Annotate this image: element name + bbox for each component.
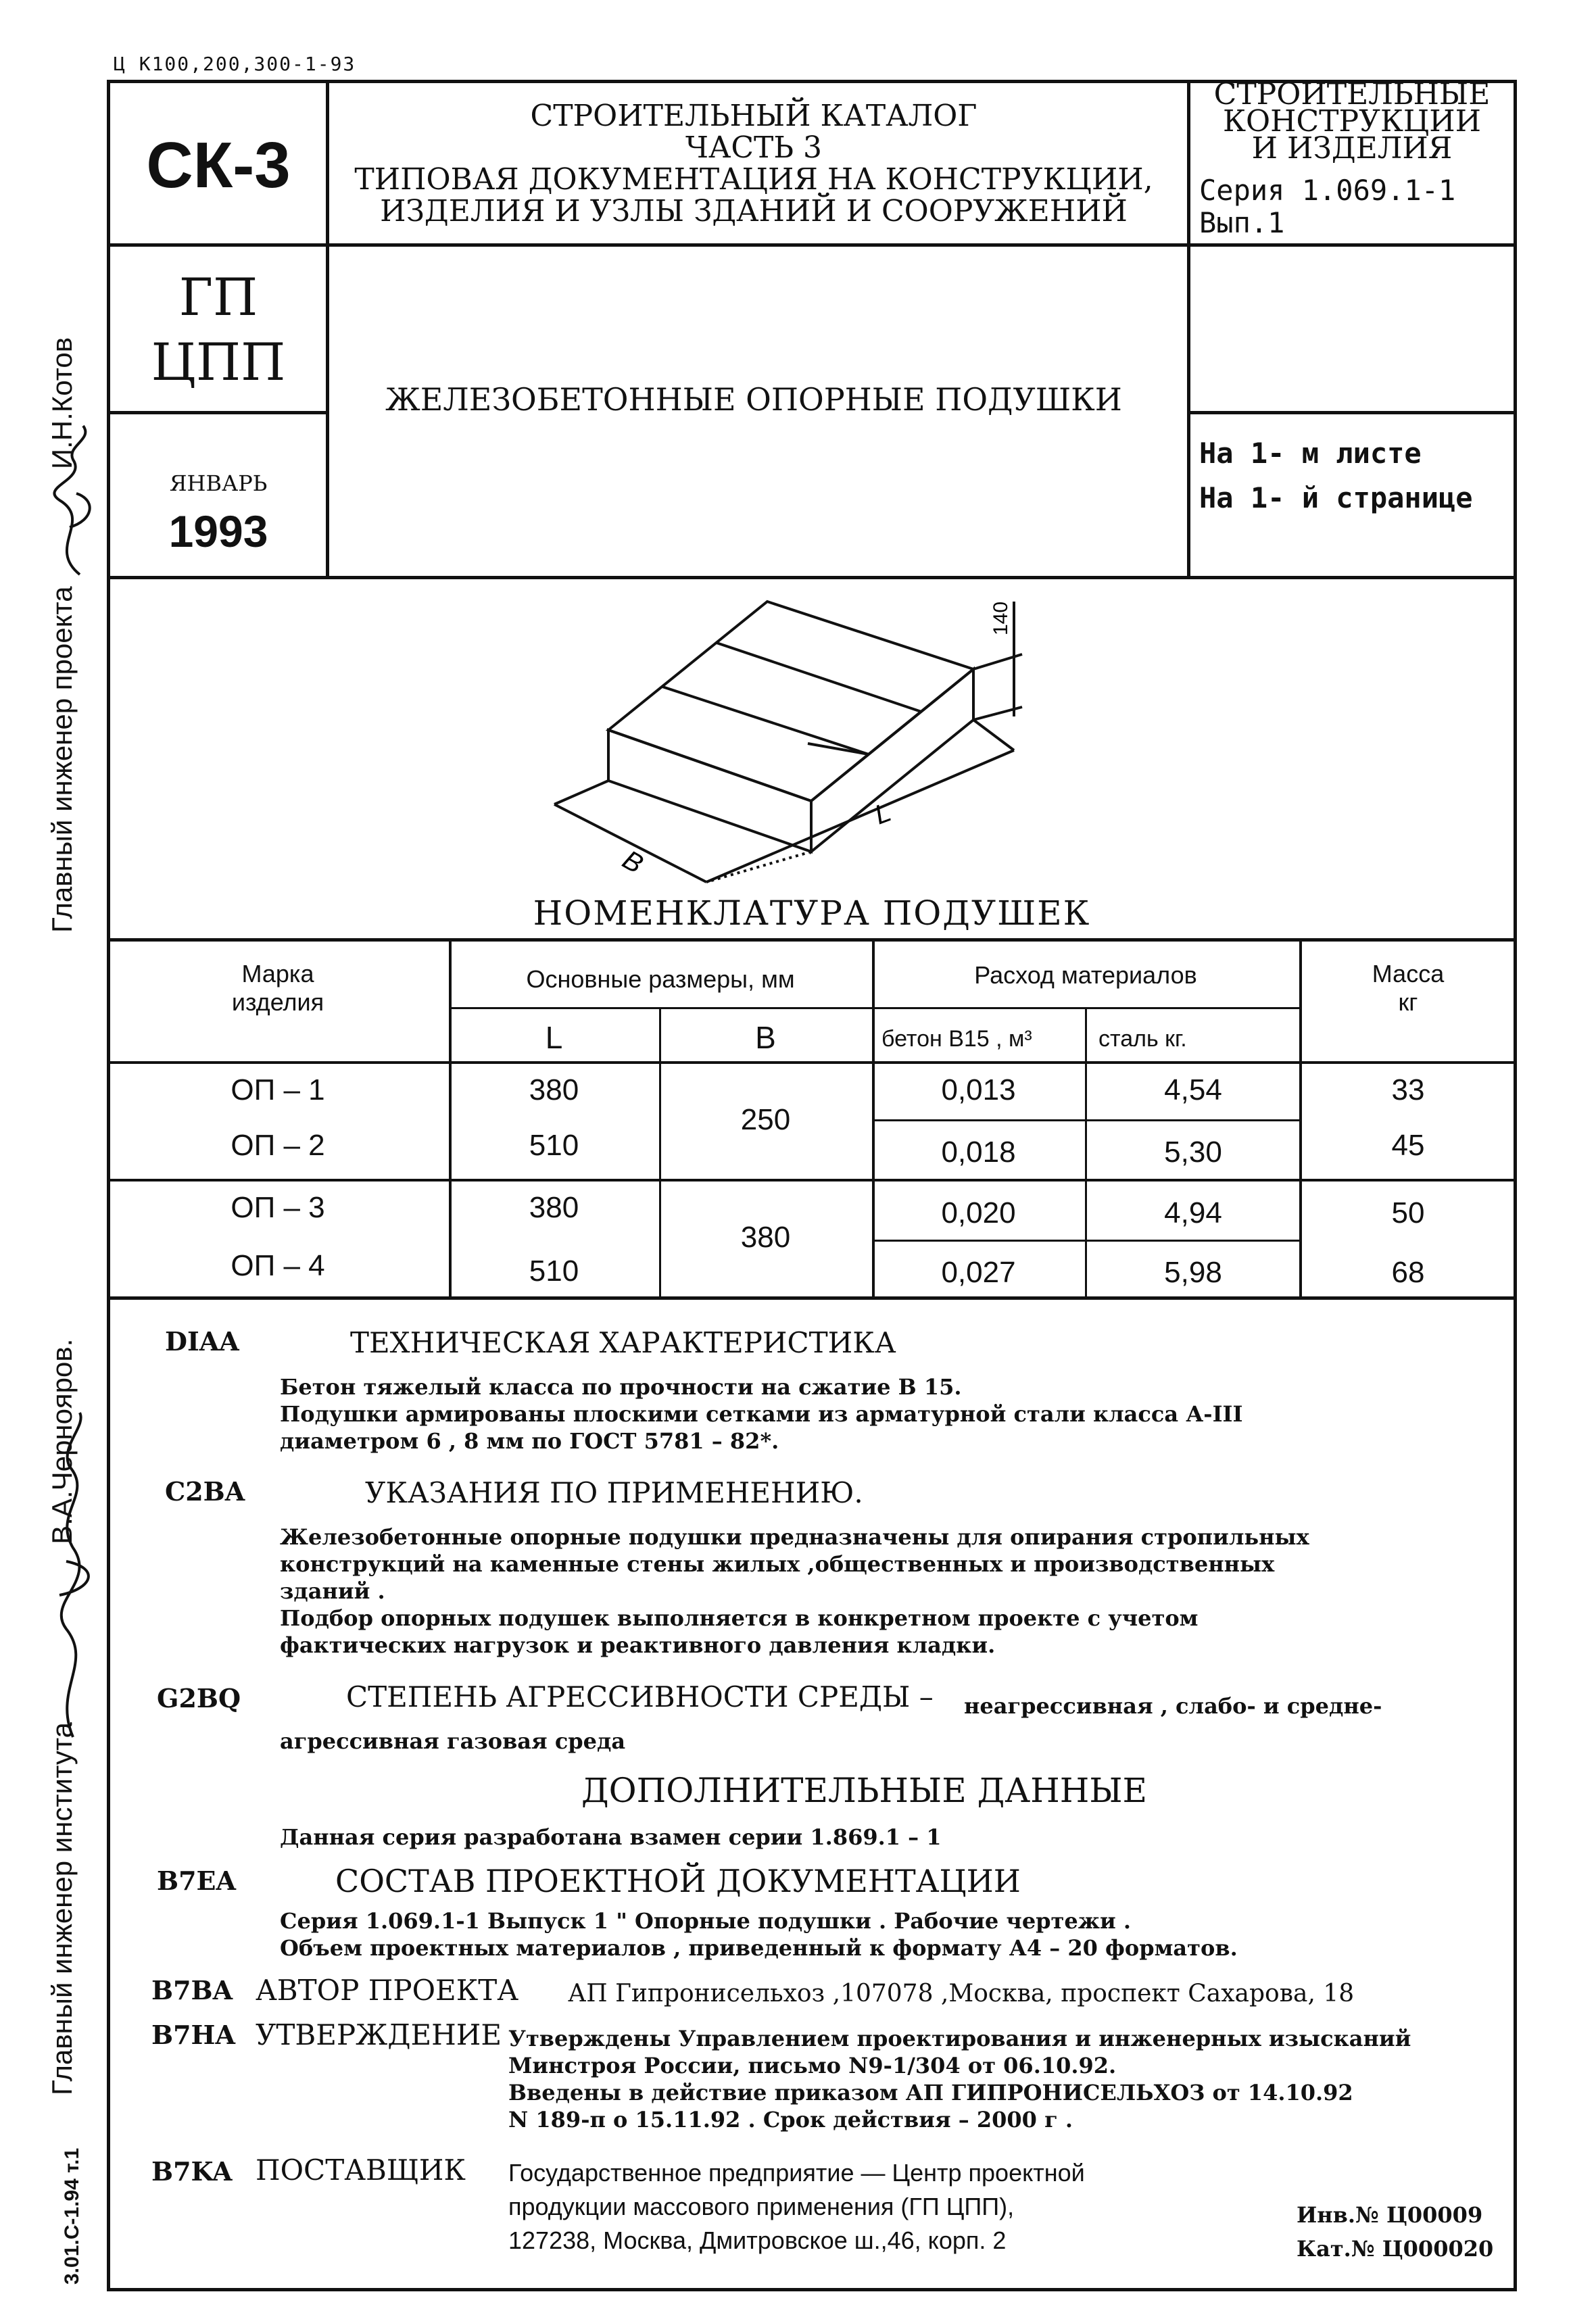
category-line: КОНСТРУКЦИИ [1222, 104, 1482, 139]
person-name: И.Н.Котов [46, 337, 78, 470]
section-code: C2BA [165, 1476, 245, 1507]
dim-l-label: L [871, 797, 895, 831]
cell-l: 380 [529, 1191, 579, 1224]
sheet-line: На 1- м листе [1199, 437, 1422, 470]
cell-mark: ОП – 2 [231, 1129, 325, 1162]
header-line: Масса [1372, 960, 1445, 988]
front-face [608, 730, 811, 852]
table-border [872, 1240, 1301, 1242]
cell-l: 510 [529, 1254, 579, 1288]
series-info [1199, 174, 1455, 239]
cell-concrete: 0,013 [941, 1073, 1016, 1106]
text-line: Государственное предприятие — Центр проектной [508, 2159, 1085, 2187]
cell-concrete: 0,018 [941, 1136, 1016, 1169]
section-code: B7KA [151, 2156, 233, 2187]
text-line: Серия 1.069.1-1 Выпуск 1 " Опорные подушки . Рабочие чертежи . [280, 1908, 1132, 1934]
section-code: DIAA [165, 1326, 239, 1357]
section-title-env: СТЕПЕНЬ АГРЕССИВНОСТИ СРЕДЫ – [346, 1680, 934, 1713]
docs-text [280, 1907, 1238, 1961]
table-border [107, 1296, 1517, 1300]
header-steel: сталь кг. [1098, 1026, 1187, 1052]
cell-l: 510 [529, 1129, 579, 1162]
text-line: Объем проектных материалов , приведенный к формату А4 – 20 форматов. [280, 1935, 1238, 1961]
issue-month: ЯНВАРЬ [169, 470, 268, 496]
text-line: Подушки армированы плоскими сетками из арматурной стали класса А-III [280, 1401, 1243, 1427]
section-code: B7BA [151, 1975, 233, 2005]
use-text [280, 1524, 1309, 1659]
category-heading [1190, 77, 1514, 166]
signature-institute [32, 1406, 107, 1744]
divider [326, 80, 329, 579]
table-border [107, 1061, 1517, 1064]
sheet-count [1199, 431, 1473, 520]
tech-text [280, 1373, 1242, 1455]
text-line: Железобетонные опорные подушки предназначены для опирания стропильных [280, 1524, 1309, 1550]
header-line: Марка [241, 960, 314, 988]
document-code: Ц К100,200,300-1-93 [114, 53, 356, 75]
divider [107, 411, 329, 414]
header-line: кг [1398, 988, 1418, 1016]
catalog-line: СТРОИТЕЛЬНЫЙ КАТАЛОГ [530, 99, 977, 133]
section-title-docs: СОСТАВ ПРОЕКТНОЙ ДОКУМЕНТАЦИИ [335, 1863, 1021, 1899]
cell-mark: ОП – 1 [231, 1073, 325, 1106]
signature-project [32, 419, 107, 581]
cell-steel: 4,94 [1164, 1196, 1222, 1229]
table-border [107, 938, 1517, 942]
text-line: Бетон тяжелый класса по прочности на сжатие В 15. [280, 1374, 962, 1400]
person-name: В.А.Черноярoв. [46, 1338, 78, 1544]
text-line: Подбор опорных подушек выполняется в конкретном проекте с учетом [280, 1605, 1199, 1631]
catalog-heading [331, 100, 1176, 227]
section-title-tech: ТЕХНИЧЕСКАЯ ХАРАКТЕРИСТИКА [350, 1326, 896, 1359]
author-text: АП Гипронисельхоз ,107078 ,Москва, проспект Сахарова, 18 [568, 1980, 1355, 2007]
catalog-line: ЧАСТЬ 3 [685, 130, 822, 165]
cell-mass: 33 [1391, 1073, 1425, 1106]
org-line: ГП [178, 267, 258, 327]
env-text: неагрессивная , слабо- и средне- [964, 1693, 1382, 1719]
cell-steel: 5,30 [1164, 1136, 1222, 1169]
cell-mark: ОП – 3 [231, 1191, 325, 1224]
table-border [107, 1179, 1517, 1181]
nomenclature-title: НОМЕНКЛАТУРА ПОДУШЕК [533, 894, 1091, 933]
text-line: N 189-п о 15.11.92 . Срок действия – 2000 г . [508, 2107, 1073, 2133]
extra-text: Данная серия разработана взамен серии 1.869.1 – 1 [280, 1824, 942, 1850]
role-label: Главный инженер института [46, 1722, 78, 2095]
role-label: Главный инженер проекта [46, 586, 78, 933]
section-title-use: УКАЗАНИЯ ПО ПРИМЕНЕНИЮ. [365, 1476, 863, 1509]
header-concrete: бетон В15 , м³ [881, 1026, 1032, 1052]
cell-l: 380 [529, 1073, 579, 1106]
section-title-extra: ДОПОЛНИТЕЛЬНЫЕ ДАННЫЕ [581, 1771, 1148, 1810]
dim-h-label: 140 [990, 601, 1012, 635]
category-line: И ИЗДЕЛИЯ [1251, 131, 1453, 166]
cell-steel: 5,98 [1164, 1256, 1222, 1289]
text-line: конструкций на каменные стены жилых ,общественных и производственных [280, 1551, 1275, 1577]
page-title: ЖЕЛЕЗОБЕТОННЫЕ ОПОРНЫЕ ПОДУШКИ [385, 381, 1122, 418]
catalog-line: ТИПОВАЯ ДОКУМЕНТАЦИЯ НА КОНСТРУКЦИИ, [354, 162, 1153, 197]
catalog-line: ИЗДЕЛИЯ И УЗЛЫ ЗДАНИЙ И СООРУЖЕНИЙ [380, 194, 1128, 228]
table-border [449, 1007, 1301, 1009]
inventory-numbers [1297, 2198, 1493, 2266]
header-l: L [545, 1020, 563, 1055]
text-line: 127238, Москва, Дмитровское ш.,46, корп. 2 [508, 2226, 1007, 2254]
doc-volume-code: 3.01.С-1.94 т.1 [61, 2147, 83, 2285]
text-line: Введены в действие приказом АП ГИПРОНИСЕЛЬХОЗ от 14.10.92 [508, 2080, 1353, 2105]
inventory-number: Инв.№ Ц00009 [1297, 2202, 1483, 2228]
catalog-number: Кат.№ Ц000020 [1297, 2236, 1494, 2262]
cell-mass: 50 [1391, 1196, 1425, 1229]
issue-year: 1993 [168, 506, 268, 556]
header-materials: Расход материалов [974, 961, 1197, 989]
series-number: Серия 1.069.1-1 [1199, 174, 1456, 207]
cell-b-group: 380 [740, 1221, 791, 1254]
cell-b-group: 250 [740, 1103, 791, 1136]
header-mark [107, 960, 449, 1017]
organization [114, 265, 323, 395]
text-line: зданий . [280, 1578, 385, 1604]
text-line: фактических нагрузок и реактивного давления кладки. [280, 1632, 996, 1658]
cell-mass: 45 [1391, 1129, 1425, 1162]
sheet-line: На 1- й странице [1199, 481, 1473, 514]
catalog-code: СК-3 [146, 129, 291, 201]
divider [1187, 411, 1517, 414]
approve-text [508, 2025, 1411, 2133]
cell-mass: 68 [1391, 1256, 1425, 1289]
divider [107, 243, 1517, 247]
header-b: B [755, 1020, 776, 1055]
section-code: B7EA [157, 1866, 237, 1896]
section-code: G2BQ [157, 1683, 241, 1713]
category-line: СТРОИТЕЛЬНЫЕ [1213, 77, 1491, 112]
env-text: агрессивная газовая среда [280, 1728, 626, 1754]
header-line: изделия [231, 988, 324, 1016]
cell-concrete: 0,027 [941, 1256, 1016, 1289]
section-title-approve: УТВЕРЖДЕНИЕ [256, 2018, 502, 2051]
text-line: Утверждены Управлением проектирования и инженерных изысканий [508, 2026, 1411, 2051]
section-code: B7HA [151, 2020, 235, 2050]
supplier-text [508, 2156, 1085, 2258]
header-mass [1299, 960, 1517, 1017]
section-title-supplier: ПОСТАВЩИК [256, 2153, 466, 2187]
text-line: продукции массового применения (ГП ЦПП), [508, 2193, 1015, 2220]
issue-number: Вып.1 [1199, 206, 1285, 239]
dim-b-label: B [617, 844, 648, 880]
cell-concrete: 0,020 [941, 1196, 1016, 1229]
header-dimensions: Основные размеры, мм [526, 965, 795, 993]
cell-steel: 4,54 [1164, 1073, 1222, 1106]
top-face [608, 602, 973, 801]
cell-mark: ОП – 4 [231, 1249, 325, 1282]
text-line: диаметром 6 , 8 мм по ГОСТ 5781 – 82*. [280, 1428, 779, 1454]
cushion-drawing [473, 575, 1082, 892]
org-line: ЦПП [151, 332, 286, 392]
text-line: Минстроя России, письмо N9-1/304 от 06.10.92. [508, 2053, 1117, 2078]
section-title-author: АВТОР ПРОЕКТА [256, 1974, 519, 2007]
